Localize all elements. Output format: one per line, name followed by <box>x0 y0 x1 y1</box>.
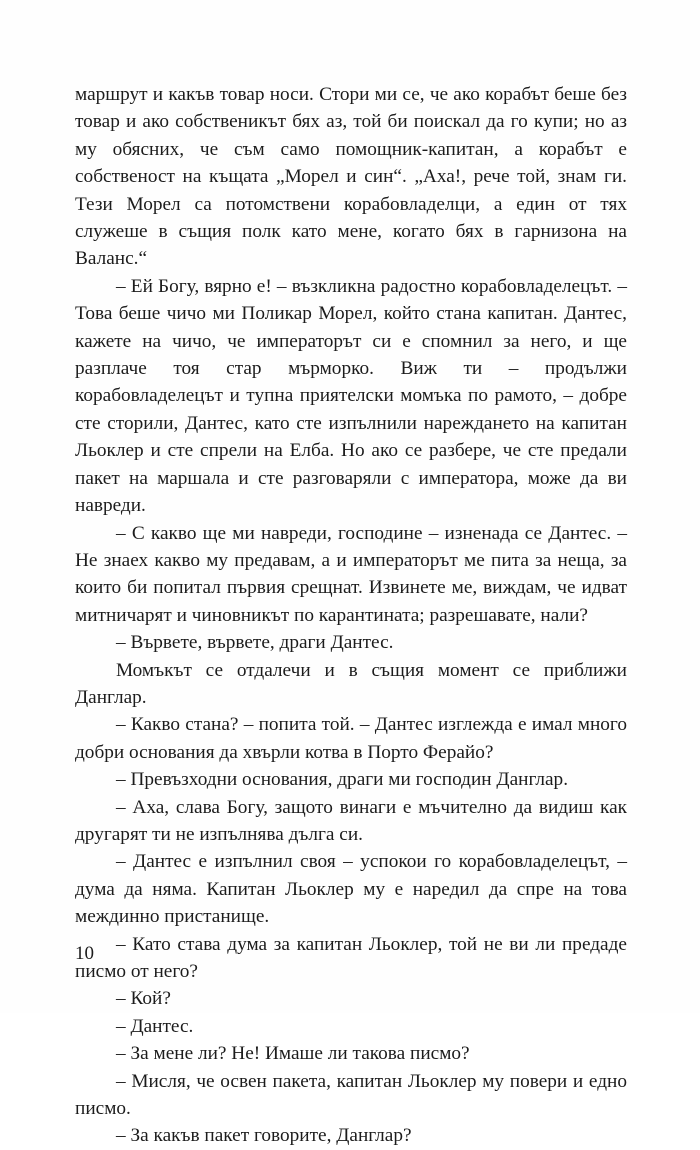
paragraph: – За мене ли? Не! Имаше ли такова писмо? <box>116 1043 470 1065</box>
paragraph: – Мисля, че освен пакета, капитан Льоклер му повери и едно писмо. <box>75 1070 627 1120</box>
paragraph: – С какво ще ми навреди, господине – изненада се Дантес. – Не знаех какво му предавам, а и императорът ме пита за неща, за които би попитал първия срещнат. Извинете ме, виждам, че идват митничарят и чиновникът по карантината; разрешавате, нали? <box>75 522 627 626</box>
paragraph: – Като става дума за капитан Льоклер, той не ви ли предаде писмо от него? <box>75 933 627 982</box>
paragraph: – Кой? <box>116 988 171 1010</box>
paragraph: – Дантес. <box>116 1015 194 1037</box>
page-body-text <box>75 81 627 1150</box>
paragraph: – Дантес е изпълнил своя – успокои го корабовладелецът, – дума да няма. Капитан Льоклер му е наредил да спре на това междинно пристанище. <box>75 851 627 928</box>
paragraph: – За какъв пакет говорите, Данглар? <box>116 1125 412 1147</box>
paragraph: – Вървете, вървете, драги Дантес. <box>116 632 394 654</box>
paragraph: Момъкът се отдалечи и в същия момент се приближи Данглар. <box>75 659 627 708</box>
page-number: 10 <box>75 943 94 964</box>
paragraph: – Превъзходни основания, драги ми господин Данглар. <box>116 769 569 791</box>
paragraph: – Ей Богу, вярно е! – възкликна радостно корабовладелецът. – Това беше чичо ми Поликар Морел, който стана капитан. Дантес, кажете на чичо, че императорът си е спомнил за него, и ще разплаче тоя стар мърморко. Виж ти – продължи корабовладелецът и тупна приятелски момъка по рамото, – добре сте сторили, Дантес, като сте изпълнили нареждането на капитан Льоклер и сте спрели на Елба. Но ако се разбере, че сте предали пакет на маршала и сте разговаряли с императора, може да ви навреди. <box>75 275 627 517</box>
paragraph-continuation: маршрут и какъв товар носи. Стори ми се, че ако корабът беше без товар и ако собственикът бях аз, той би поискал да го купи; но аз му обясних, че съм само помощник-капитан, а корабът е собственост на къщата „Морел и син“. „Аха!, рече той, знам ги. Тези Морел са потомствени корабовладелци, а един от тях служеше в същия полк като мене, когато бях в гарнизона на Валанс.“ <box>75 84 627 270</box>
paragraph: – Аха, слава Богу, защото винаги е мъчително да видиш как другарят ти не изпълнява дълга си. <box>75 796 627 845</box>
paragraph: – Какво стана? – попита той. – Дантес изглежда е имал много добри основания да хвърли котва в Порто Ферайо? <box>75 714 627 763</box>
